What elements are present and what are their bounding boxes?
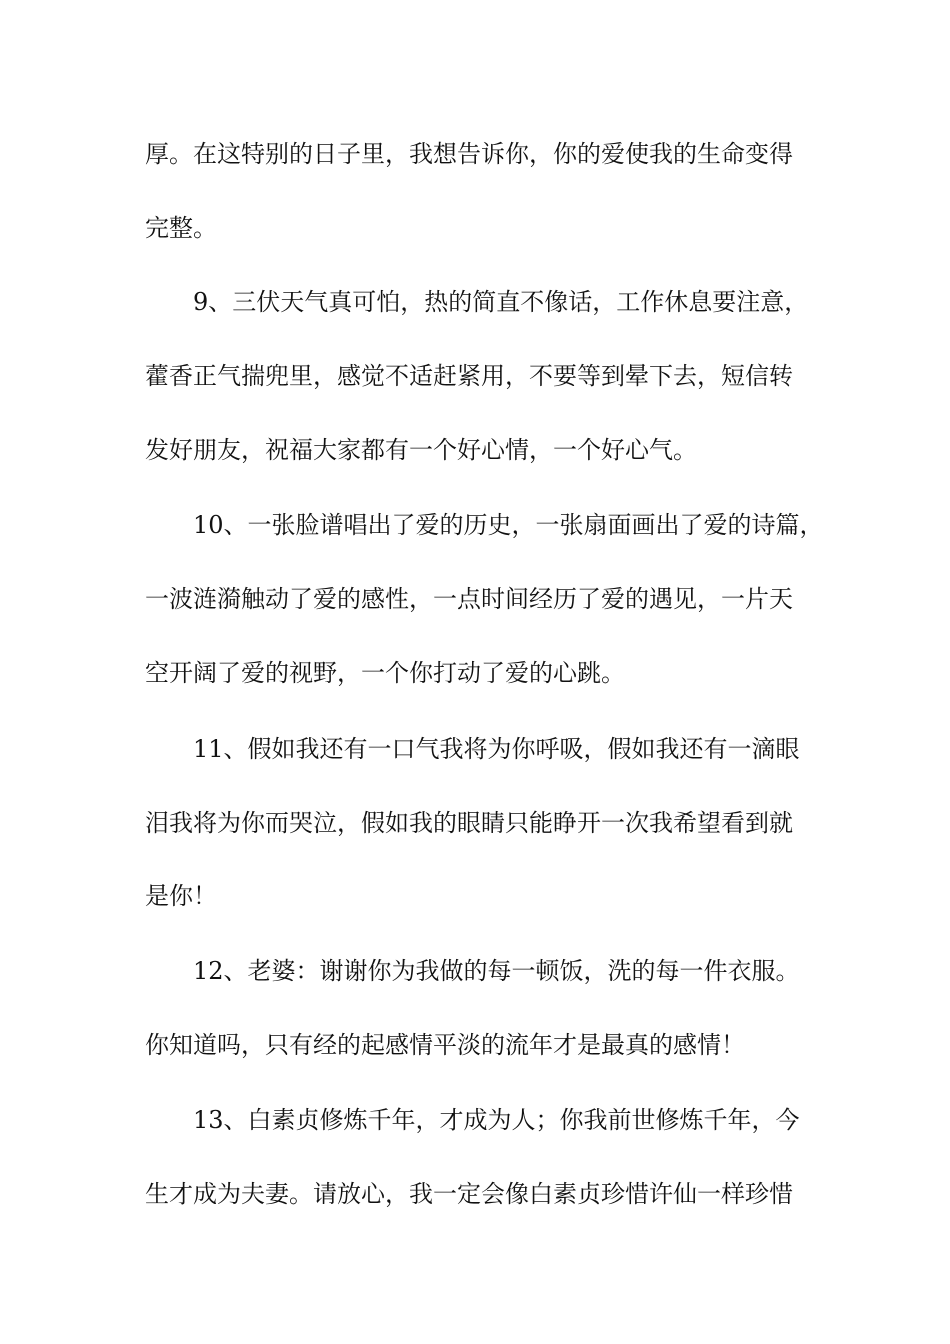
paragraph-start-line: 10、一张脸谱唱出了爱的历史，一张扇面画出了爱的诗篇， xyxy=(193,511,824,539)
paragraph-start-line: 12、老婆：谢谢你为我做的每一顿饭，洗的每一件衣服。 xyxy=(193,957,800,985)
text-line: 藿香正气揣兜里，感觉不适赶紧用，不要等到晕下去，短信转 xyxy=(145,362,793,390)
text-line: 是你！ xyxy=(145,882,217,910)
text-line: 完整。 xyxy=(145,214,217,242)
text-line: 生才成为夫妻。请放心，我一定会像白素贞珍惜许仙一样珍惜 xyxy=(145,1180,793,1208)
text-line: 厚。在这特别的日子里，我想告诉你，你的爱使我的生命变得 xyxy=(145,140,793,168)
text-line: 空开阔了爱的视野，一个你打动了爱的心跳。 xyxy=(145,659,625,687)
paragraph-start-line: 11、假如我还有一口气我将为你呼吸，假如我还有一滴眼 xyxy=(193,735,800,763)
text-line: 发好朋友，祝福大家都有一个好心情，一个好心气。 xyxy=(145,436,697,464)
paragraph-start-line: 9、三伏天气真可怕，热的简直不像话，工作休息要注意， xyxy=(193,288,809,316)
text-line: 你知道吗，只有经的起感情平淡的流年才是最真的感情！ xyxy=(145,1031,745,1059)
text-line: 泪我将为你而哭泣，假如我的眼睛只能睁开一次我希望看到就 xyxy=(145,809,793,837)
paragraph-start-line: 13、白素贞修炼千年，才成为人；你我前世修炼千年，今 xyxy=(193,1106,800,1134)
text-line: 一波涟漪触动了爱的感性，一点时间经历了爱的遇见，一片天 xyxy=(145,585,793,613)
